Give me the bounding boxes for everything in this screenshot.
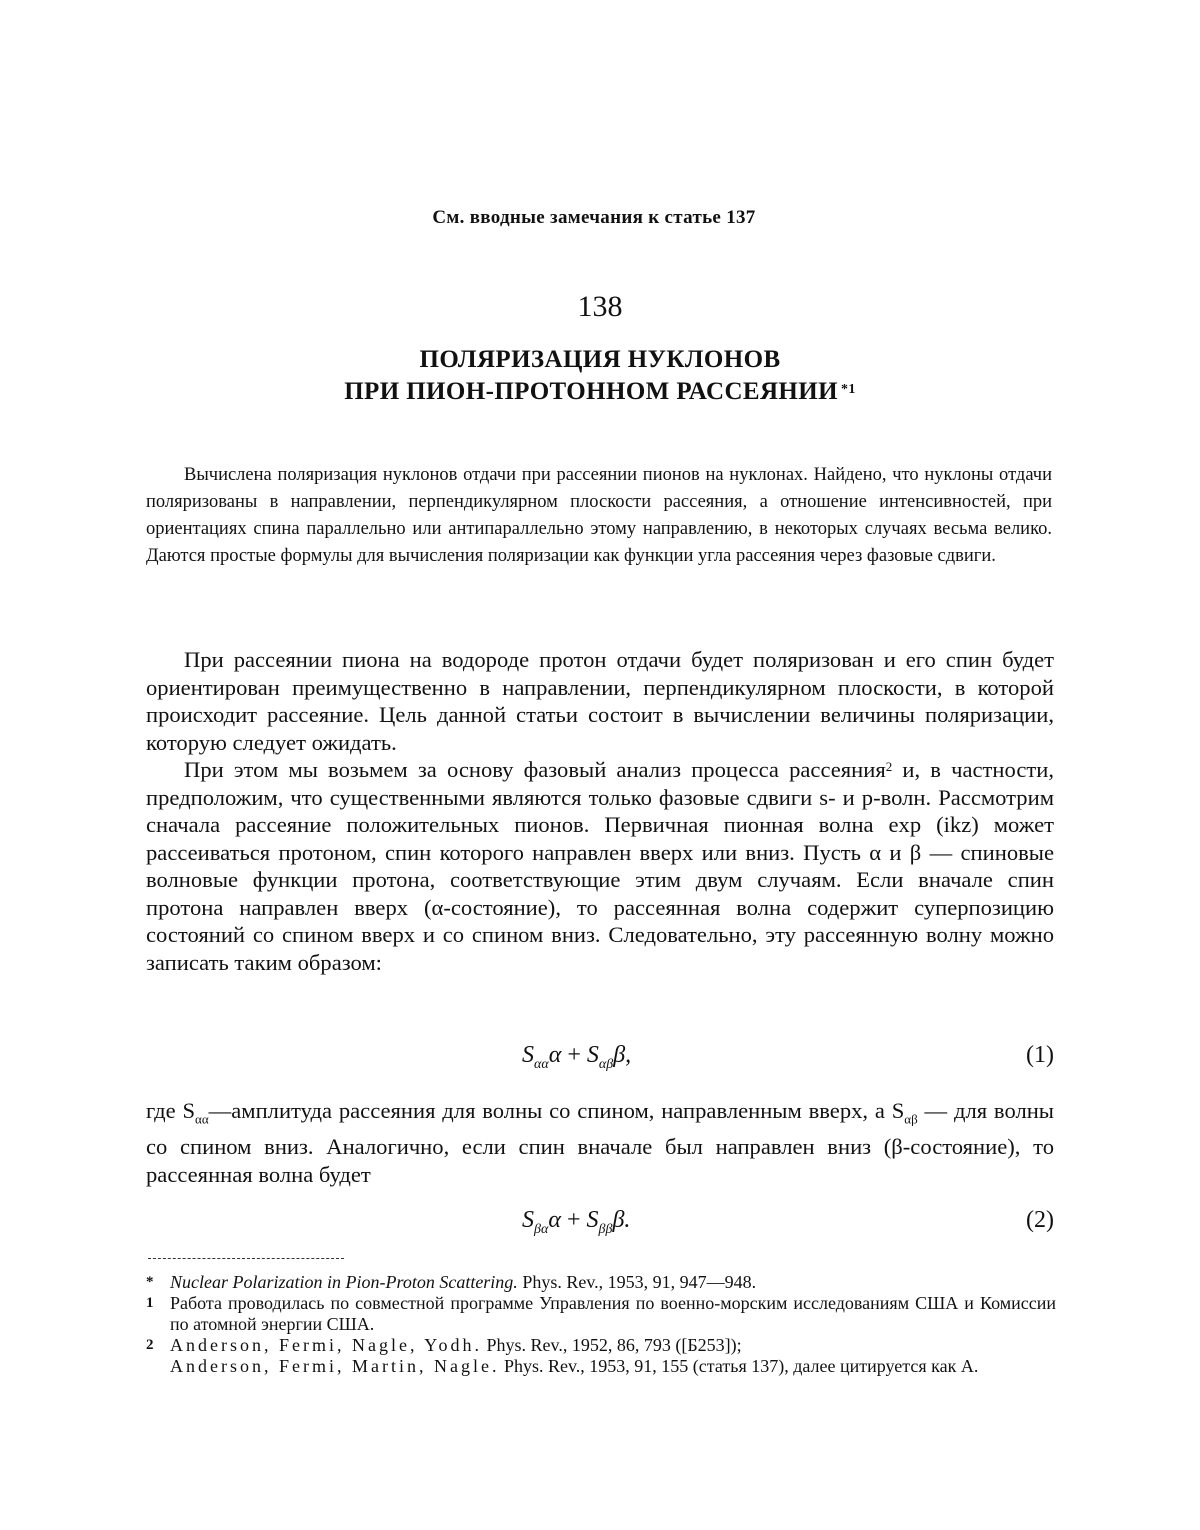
title-line-1: ПОЛЯРИЗАЦИЯ НУКЛОНОВ xyxy=(419,346,781,373)
paragraph-3-part-b: —амплитуда рассеяния для волны со спином, направленным вверх, а S xyxy=(208,1098,905,1123)
footnote-star xyxy=(146,1272,1056,1293)
footnote-citation: Phys. Rev., 1953, 91, 947—948. xyxy=(517,1272,757,1292)
paragraph-2 xyxy=(146,756,1054,976)
eq2-op: + xyxy=(560,1207,587,1233)
footnote-mark: 1 xyxy=(146,1295,154,1311)
equation-1-expression xyxy=(522,1042,631,1073)
equation-2-number: (2) xyxy=(1026,1207,1054,1233)
eq2-sub2: ββ xyxy=(598,1221,613,1237)
footnote-1 xyxy=(146,1293,1056,1335)
eq2-f1: α xyxy=(548,1207,561,1233)
title-line-2 xyxy=(0,376,1200,408)
footnote-authors-2: Anderson, Fermi, Martin, Nagle. xyxy=(170,1356,500,1376)
footnote-citation-2: Phys. Rev., 1953, 91, 155 (статья 137), далее цитируется как А. xyxy=(499,1356,979,1376)
body-text-continued xyxy=(146,1097,1054,1188)
footnote-text xyxy=(170,1272,1056,1293)
eq1-s2: S xyxy=(586,1042,599,1068)
eq2-s1: S xyxy=(522,1207,534,1233)
equation-2-expression xyxy=(522,1207,630,1238)
paragraph-3 xyxy=(146,1097,1054,1188)
eq1-f1: α xyxy=(548,1042,562,1068)
paragraph-2-part-b: и, в частности, предположим, что существенными являются только фазовые сдвиги s- и p-волн. Рассмотрим сначала рассеяние положительных пионов. Первичная пионная волна exp (ikz) может рассеиваться протоном, спин которого направлен вверх или вниз. Пусть α и β — спиновые волновые функции протона, соответствующие этим двум случаям. Если вначале спин протона направлен вверх (α-состояние), то рассеянная волна содержит суперпозицию состояний со спином вверх и со спином вниз. Следовательно, эту рассеянную волну можно записать таким образом: xyxy=(146,757,1054,975)
reference-mark-2: 2 xyxy=(885,759,893,774)
paragraph-3-sub-1: αα xyxy=(195,1111,209,1127)
equation-1-number: (1) xyxy=(1026,1042,1054,1068)
abstract xyxy=(146,462,1052,570)
eq1-sub2: αβ xyxy=(598,1056,614,1072)
paragraph-1: При рассеянии пиона на водороде протон отдачи будет поляризован и его спин будет ориентирован преимущественно в направлении, перпендикулярном плоскости, в которой происходит рассеяние. Цель данной статьи состоит в вычислении величины поляризации, которую следует ожидать. xyxy=(146,647,1054,755)
abstract-text: Вычислена поляризация нуклонов отдачи при рассеянии пионов на нуклонах. Найдено, что нуклоны отдачи поляризованы в направлении, перпендикулярном плоскости рассеяния, а отношение интенсивностей, при ориентациях спина параллельно или антипараллельно этому направлению, в некоторых случаях весьма велико. Даются простые формулы для вычисления поляризации как функции угла рассеяния через фазовые сдвиги. xyxy=(146,465,1052,566)
equation-2 xyxy=(146,1207,1054,1239)
eq2-sub1: βα xyxy=(534,1221,549,1237)
article-number: 138 xyxy=(577,290,623,323)
footnote-text xyxy=(170,1335,1056,1377)
footnote-2 xyxy=(146,1335,1056,1377)
eq1-s1: S xyxy=(522,1042,534,1068)
eq1-op: + xyxy=(561,1042,587,1068)
equation-1 xyxy=(146,1042,1054,1074)
title-line-2-text: ПРИ ПИОН-ПРОТОННОМ РАССЕЯНИИ xyxy=(344,378,838,405)
paragraph-3-part-c: — для волны со спином вниз. Аналогично, если спин вначале был направлен вниз (β-состояние), то рассеянная волна будет xyxy=(146,1098,1054,1187)
footnote-mark: * xyxy=(146,1274,154,1290)
paragraph-2-part-a: При этом мы возьмем за основу фазовый анализ процесса рассеяния xyxy=(184,757,886,782)
intro-note: См. вводные замечания к статье 137 xyxy=(432,207,756,228)
eq2-f2: β. xyxy=(612,1207,631,1233)
eq1-f2: β, xyxy=(613,1042,632,1068)
body-text xyxy=(146,646,1054,976)
footnote-original-title: Nuclear Polarization in Pion-Proton Scattering. xyxy=(170,1272,518,1292)
footnote-text: Работа проводилась по совместной программе Управления по военно-морским исследованиям США и Комиссии по атомной энергии США. xyxy=(170,1293,1056,1334)
footnotes xyxy=(146,1272,1056,1377)
paragraph-3-part-a: где S xyxy=(146,1098,196,1123)
footnote-authors-1: Anderson, Fermi, Nagle, Yodh. xyxy=(170,1335,482,1355)
article-title xyxy=(0,344,1200,408)
title-footnote-mark: *1 xyxy=(840,382,856,397)
footnote-citation-1: Phys. Rev., 1952, 86, 793 ([Б253]); xyxy=(482,1335,742,1355)
paragraph-3-sub-2: αβ xyxy=(904,1111,918,1127)
footnote-mark: 2 xyxy=(146,1337,154,1353)
eq1-sub1: αα xyxy=(534,1056,549,1072)
eq2-s2: S xyxy=(586,1207,599,1233)
footnote-divider xyxy=(148,1258,344,1259)
